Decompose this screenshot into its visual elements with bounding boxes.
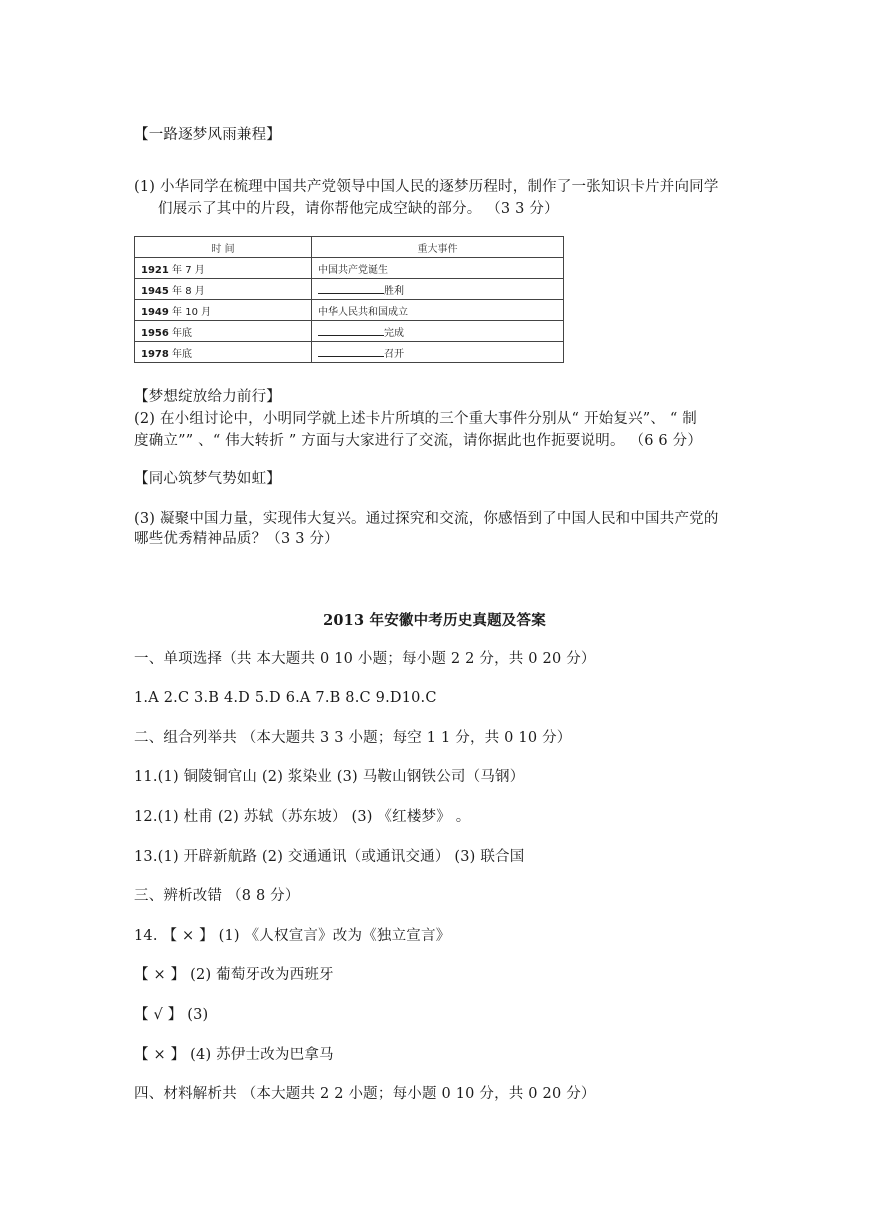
- table-row: [135, 321, 564, 342]
- table-header-row: [135, 237, 564, 258]
- table-row: [135, 342, 564, 363]
- time-cell: 1956 年底: [135, 321, 312, 342]
- section-heading-2: 【梦想绽放给力前行】: [134, 389, 281, 405]
- table-row: [135, 279, 564, 300]
- time-cell: 1945 年 8 月: [135, 279, 312, 300]
- answer-14-3: 【 √ 】 (3): [134, 1007, 209, 1023]
- event-cell: 胜利: [312, 279, 564, 300]
- answer-11: 11.(1) 铜陵铜官山 (2) 浆染业 (3) 马鞍山钢铁公司（马钢）: [134, 769, 525, 785]
- question-3-line-1: (3) 凝聚中国力量，实现伟大复兴。通过探究和交流，你感悟到了中国人民和中国共产党的: [134, 511, 719, 527]
- fill-blank[interactable]: [318, 325, 384, 336]
- fill-blank[interactable]: [318, 346, 384, 357]
- section-heading-3: 【同心筑梦气势如虹】: [134, 471, 281, 487]
- question-1-line-1: (1) 小华同学在梳理中国共产党领导中国人民的逐梦历程时，制作了一张知识卡片并向同学: [134, 179, 719, 195]
- part-3-heading: 三、辨析改错 （8 8 分）: [134, 888, 300, 904]
- knowledge-card-table: [134, 236, 564, 363]
- time-cell: 1949 年 10 月: [135, 300, 312, 321]
- answer-13: 13.(1) 开辟新航路 (2) 交通通讯（或通讯交通） (3) 联合国: [134, 849, 525, 865]
- time-cell: 1921 年 7 月: [135, 258, 312, 279]
- question-1-line-2: 们展示了其中的片段，请你帮他完成空缺的部分。 （3 3 分）: [158, 201, 559, 217]
- header-time: 时 间: [135, 237, 312, 258]
- answer-12: 12.(1) 杜甫 (2) 苏轼（苏东坡） (3) 《红楼梦》 。: [134, 809, 471, 825]
- event-cell: 完成: [312, 321, 564, 342]
- part-4-heading: 四、材料解析共 （本大题共 2 2 小题；每小题 0 10 分，共 0 20 分）: [134, 1086, 596, 1102]
- event-cell: 中国共产党诞生: [312, 258, 564, 279]
- fill-blank[interactable]: [318, 283, 384, 294]
- header-event: 重大事件: [312, 237, 564, 258]
- section-heading-1: 【一路逐梦风雨兼程】: [134, 127, 281, 143]
- part-1-heading: 一、单项选择（共 本大题共 0 10 小题；每小题 2 2 分，共 0 20 分）: [134, 651, 596, 667]
- event-cell: 中华人民共和国成立: [312, 300, 564, 321]
- question-2-line-2: 度确立”” 、“ 伟大转折 ” 方面与大家进行了交流，请你据此也作扼要说明。 （6 6 分）: [134, 433, 703, 449]
- event-cell: 召开: [312, 342, 564, 363]
- table-row: [135, 258, 564, 279]
- question-2-line-1: (2) 在小组讨论中，小明同学就上述卡片所填的三个重大事件分别从“ 开始复兴”、 “ 制: [134, 411, 698, 427]
- answer-14-4: 【 × 】 (4) 苏伊士改为巴拿马: [134, 1047, 334, 1063]
- answers-title: 2013 年安徽中考历史真题及答案: [323, 612, 546, 629]
- answer-14-2: 【 × 】 (2) 葡萄牙改为西班牙: [134, 967, 334, 983]
- question-3-line-2: 哪些优秀精神品质？（3 3 分）: [134, 531, 339, 547]
- part-1-answers: 1.A 2.C 3.B 4.D 5.D 6.A 7.B 8.C 9.D10.C: [134, 690, 437, 706]
- answer-14-1: 14. 【 × 】 (1) 《人权宣言》改为《独立宣言》: [134, 928, 451, 944]
- table-row: [135, 300, 564, 321]
- part-2-heading: 二、组合列举共 （本大题共 3 3 小题；每空 1 1 分，共 0 10 分）: [134, 730, 572, 746]
- time-cell: 1978 年底: [135, 342, 312, 363]
